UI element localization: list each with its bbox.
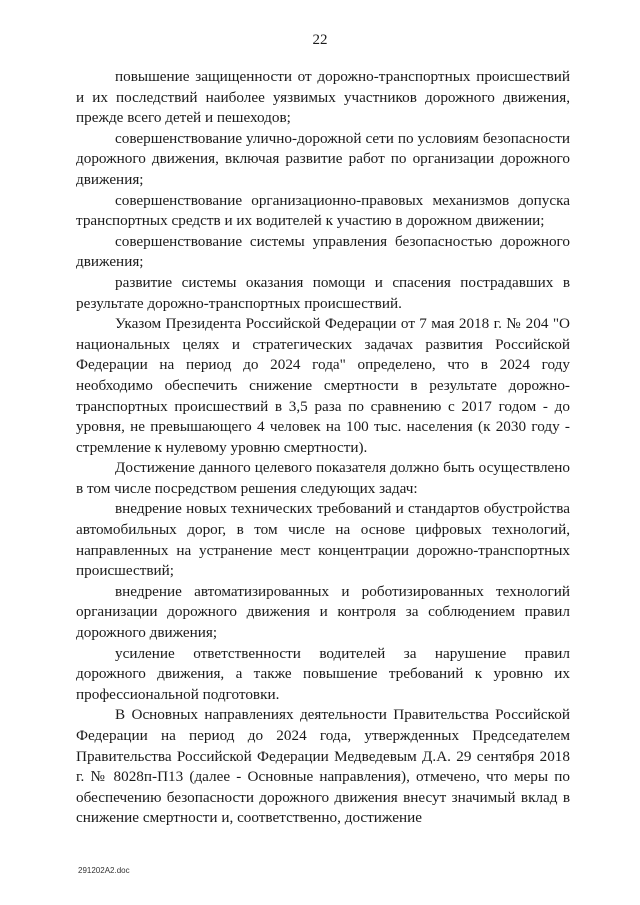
paragraph-technical-requirements: внедрение новых технических требований и стандартов обустройства автомобильных дорог, в том числе на основе цифровых технологий, направленных на устранение мест концентрации дорожно-транспортных происшествий;	[76, 500, 570, 580]
paragraph-road-network: совершенствование улично-дорожной сети по условиям безопасности дорожного движения, включая развитие работ по организации дорожного движения;	[76, 129, 570, 188]
paragraph-protection-vulnerable: повышение защищенности от дорожно-транспортных происшествий и их последствий наиболее уязвимых участников дорожного движения, прежде всего детей и пешеходов;	[76, 68, 570, 127]
paragraph-driver-responsibility: усиление ответственности водителей за нарушение правил дорожного движения, а также повышение требований к уровню их профессиональной подготовки.	[76, 644, 570, 703]
paragraph-safety-management: совершенствование системы управления безопасностью дорожного движения;	[76, 232, 570, 271]
paragraph-vehicle-admission: совершенствование организационно-правовых механизмов допуска транспортных средств и их водителей к участию в дорожном движении;	[76, 191, 570, 230]
document-code: 291202A2.doc	[78, 866, 130, 875]
document-body	[76, 67, 570, 829]
paragraph-main-directions: В Основных направлениях деятельности Правительства Российской Федерации на период до 2024 года, утвержденных Председателем Правительства Российской Федерации Медведевым Д.А. 29 сентября 2018 г. № 8028п-П13 (далее - Основные направления), отмечено, что меры по обеспечению безопасности дорожного движения внесут значимый вклад в снижение смертности и, соответственно, достижение	[76, 706, 570, 827]
paragraph-target-achievement: Достижение данного целевого показателя должно быть осуществлено в том числе посредством решения следующих задач:	[76, 459, 570, 497]
paragraph-presidential-decree: Указом Президента Российской Федерации от 7 мая 2018 г. № 204 "О национальных целях и стратегических задачах развития Российской Федерации на период до 2024 года" определено, что в 2024 году необходимо обеспечить снижение смертности в результате дорожно-транспортных происшествий в 3,5 раза по сравнению с 2017 годом - до уровня, не превышающего 4 человек на 100 тыс. населения (к 2030 году - стремление к нулевому уровню смертности).	[76, 315, 570, 456]
paragraph-automated-technologies: внедрение автоматизированных и роботизированных технологий организации дорожного движения и контроля за соблюдением правил дорожного движения;	[76, 582, 570, 642]
page-number: 22	[312, 32, 328, 48]
paragraph-rescue-system: развитие системы оказания помощи и спасения пострадавших в результате дорожно-транспортных происшествий.	[76, 273, 570, 312]
